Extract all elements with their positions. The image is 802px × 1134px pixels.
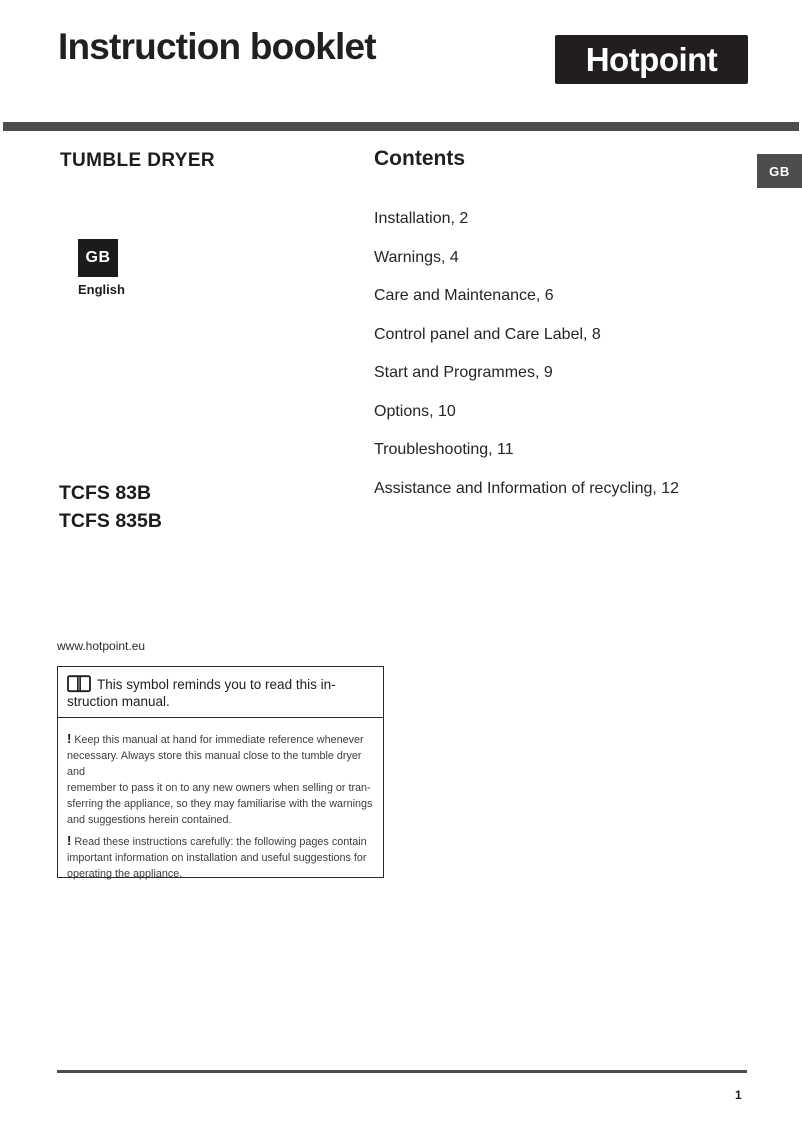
warning-line: important information on installation and useful suggestions for xyxy=(67,852,367,864)
page-number: 1 xyxy=(735,1088,742,1102)
contents-item-care-maintenance: Care and Maintenance, 6 xyxy=(374,287,554,304)
contents-item-control-panel: Control panel and Care Label, 8 xyxy=(374,325,601,343)
warning-notes-box xyxy=(57,717,384,878)
header-rule xyxy=(3,122,799,131)
symbol-note-line: This symbol reminds you to read this in- xyxy=(97,677,336,692)
exclamation-mark: ! xyxy=(67,833,72,848)
contents-item-installation: Installation, 2 xyxy=(374,210,469,227)
language-name-label: English xyxy=(78,282,125,297)
warning-line: operating the appliance. xyxy=(67,868,183,880)
website-url: www.hotpoint.eu xyxy=(57,639,146,653)
contents-item-warnings: Warnings, 4 xyxy=(374,248,459,266)
symbol-note-line: struction manual. xyxy=(67,694,170,709)
model-number: TCFS 83B xyxy=(59,482,152,504)
contents-list xyxy=(374,209,679,517)
contents-heading: Contents xyxy=(374,147,465,170)
open-book-icon xyxy=(67,675,91,693)
warning-line: sferring the appliance, so they may familiarise with the warnings xyxy=(67,798,373,810)
region-tab-badge xyxy=(757,154,802,188)
warning-line: Read these instructions carefully: the following pages contain xyxy=(74,836,367,848)
warning-line: Keep this manual at hand for immediate reference whenever xyxy=(74,734,364,746)
contents-item-assistance-recycling: Assistance and Information of recycling, 12 xyxy=(374,479,680,497)
warning-line: necessary. Always store this manual close to the tumble dryer and xyxy=(67,750,362,778)
region-tab-badge-text: GB xyxy=(769,163,790,179)
model-numbers xyxy=(59,479,162,535)
hotpoint-logo xyxy=(555,35,748,84)
hotpoint-logo-text: Hotpoint xyxy=(585,40,718,78)
contents-item-start-programmes: Start and Programmes, 9 xyxy=(374,364,553,381)
footer-rule xyxy=(57,1070,747,1073)
warning-line: remember to pass it on to any new owners when selling or tran- xyxy=(67,782,371,794)
symbol-note-box xyxy=(57,666,384,718)
warning-paragraph-2 xyxy=(67,833,373,882)
language-badge xyxy=(78,239,118,277)
contents-item-troubleshooting: Troubleshooting, 11 xyxy=(374,441,514,458)
product-type-heading: TUMBLE DRYER xyxy=(60,150,216,171)
contents-item-options: Options, 10 xyxy=(374,402,456,420)
model-number: TCFS 835B xyxy=(59,510,162,532)
exclamation-mark: ! xyxy=(67,731,72,746)
warning-line: and suggestions herein contained. xyxy=(67,814,232,826)
page-title: Instruction booklet xyxy=(58,26,376,67)
warning-paragraph-1 xyxy=(67,731,373,828)
language-badge-text: GB xyxy=(85,249,111,266)
